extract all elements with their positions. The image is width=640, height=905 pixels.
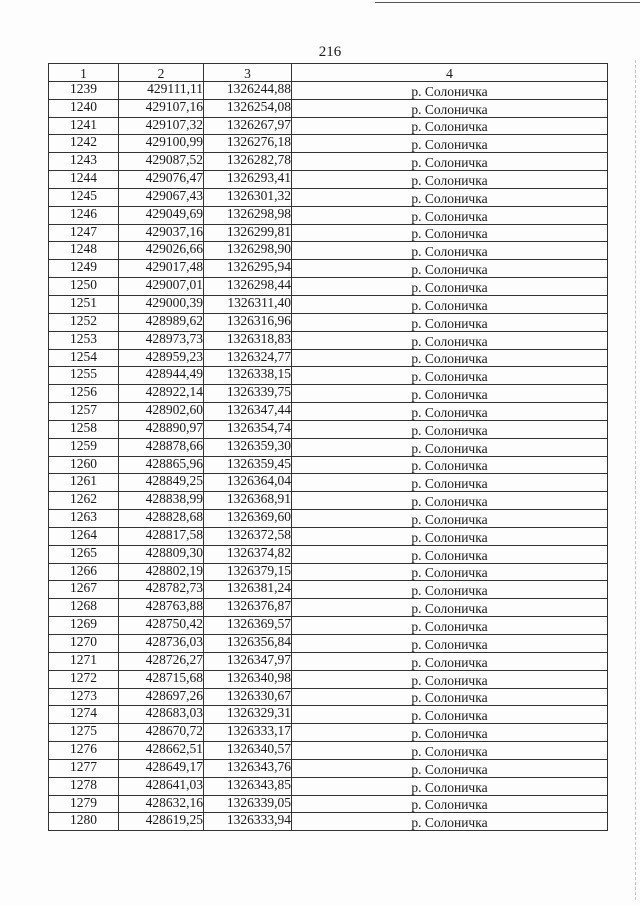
point-number: 1278	[49, 777, 119, 795]
object-name: р. Солоничка	[292, 278, 608, 296]
y-coordinate: 1326293,41	[204, 171, 292, 189]
y-coordinate: 1326347,44	[204, 403, 292, 421]
object-name: р. Солоничка	[292, 813, 608, 831]
y-coordinate: 1326333,94	[204, 813, 292, 831]
object-name: р. Солоничка	[292, 117, 608, 135]
y-coordinate: 1326254,08	[204, 99, 292, 117]
x-coordinate: 428802,19	[119, 563, 204, 581]
y-coordinate: 1326374,82	[204, 545, 292, 563]
x-coordinate: 428902,60	[119, 403, 204, 421]
point-number: 1274	[49, 706, 119, 724]
x-coordinate: 428662,51	[119, 742, 204, 760]
y-coordinate: 1326295,94	[204, 260, 292, 278]
y-coordinate: 1326333,17	[204, 724, 292, 742]
x-coordinate: 428838,99	[119, 492, 204, 510]
table-row	[49, 206, 608, 224]
x-coordinate: 429100,99	[119, 135, 204, 153]
y-coordinate: 1326372,58	[204, 527, 292, 545]
x-coordinate: 429107,32	[119, 117, 204, 135]
y-coordinate: 1326369,60	[204, 510, 292, 528]
y-coordinate: 1326340,57	[204, 742, 292, 760]
object-name: р. Солоничка	[292, 510, 608, 528]
point-number: 1264	[49, 527, 119, 545]
x-coordinate: 428697,26	[119, 688, 204, 706]
object-name: р. Солоничка	[292, 260, 608, 278]
object-name: р. Солоничка	[292, 135, 608, 153]
y-coordinate: 1326338,15	[204, 367, 292, 385]
object-name: р. Солоничка	[292, 313, 608, 331]
table-row	[49, 563, 608, 581]
table-row	[49, 742, 608, 760]
table-row	[49, 599, 608, 617]
y-coordinate: 1326343,85	[204, 777, 292, 795]
point-number: 1247	[49, 224, 119, 242]
table-header-row	[49, 64, 608, 82]
x-coordinate: 429000,39	[119, 295, 204, 313]
x-coordinate: 428865,96	[119, 456, 204, 474]
point-number: 1242	[49, 135, 119, 153]
header-col-3: 3	[204, 64, 292, 82]
point-number: 1259	[49, 438, 119, 456]
x-coordinate: 428632,16	[119, 795, 204, 813]
x-coordinate: 429026,66	[119, 242, 204, 260]
table-row	[49, 492, 608, 510]
object-name: р. Солоничка	[292, 706, 608, 724]
point-number: 1272	[49, 670, 119, 688]
y-coordinate: 1326299,81	[204, 224, 292, 242]
object-name: р. Солоничка	[292, 545, 608, 563]
object-name: р. Солоничка	[292, 617, 608, 635]
table-row	[49, 474, 608, 492]
scan-edge	[634, 60, 636, 900]
point-number: 1280	[49, 813, 119, 831]
point-number: 1277	[49, 759, 119, 777]
point-number: 1262	[49, 492, 119, 510]
x-coordinate: 428809,30	[119, 545, 204, 563]
object-name: р. Солоничка	[292, 724, 608, 742]
table-row	[49, 295, 608, 313]
table-row	[49, 456, 608, 474]
x-coordinate: 428649,17	[119, 759, 204, 777]
point-number: 1258	[49, 420, 119, 438]
x-coordinate: 429076,47	[119, 171, 204, 189]
point-number: 1271	[49, 652, 119, 670]
table-row	[49, 795, 608, 813]
header-col-4: 4	[292, 64, 608, 82]
point-number: 1268	[49, 599, 119, 617]
table-row	[49, 385, 608, 403]
table-row	[49, 813, 608, 831]
y-coordinate: 1326318,83	[204, 331, 292, 349]
object-name: р. Солоничка	[292, 188, 608, 206]
point-number: 1279	[49, 795, 119, 813]
table-row	[49, 313, 608, 331]
object-name: р. Солоничка	[292, 171, 608, 189]
y-coordinate: 1326364,04	[204, 474, 292, 492]
x-coordinate: 428683,03	[119, 706, 204, 724]
x-coordinate: 428849,25	[119, 474, 204, 492]
y-coordinate: 1326301,32	[204, 188, 292, 206]
point-number: 1240	[49, 99, 119, 117]
y-coordinate: 1326282,78	[204, 153, 292, 171]
y-coordinate: 1326311,40	[204, 295, 292, 313]
table-row	[49, 652, 608, 670]
x-coordinate: 429037,16	[119, 224, 204, 242]
point-number: 1269	[49, 617, 119, 635]
table-row	[49, 438, 608, 456]
table-row	[49, 527, 608, 545]
y-coordinate: 1326276,18	[204, 135, 292, 153]
y-coordinate: 1326359,30	[204, 438, 292, 456]
point-number: 1270	[49, 635, 119, 653]
y-coordinate: 1326324,77	[204, 349, 292, 367]
point-number: 1265	[49, 545, 119, 563]
object-name: р. Солоничка	[292, 635, 608, 653]
table-row	[49, 635, 608, 653]
table-row	[49, 706, 608, 724]
table-row	[49, 777, 608, 795]
table-row	[49, 510, 608, 528]
object-name: р. Солоничка	[292, 652, 608, 670]
page-number: 216	[318, 44, 342, 60]
point-number: 1251	[49, 295, 119, 313]
object-name: р. Солоничка	[292, 456, 608, 474]
x-coordinate: 428890,97	[119, 420, 204, 438]
object-name: р. Солоничка	[292, 99, 608, 117]
x-coordinate: 428641,03	[119, 777, 204, 795]
object-name: р. Солоничка	[292, 599, 608, 617]
object-name: р. Солоничка	[292, 153, 608, 171]
y-coordinate: 1326298,98	[204, 206, 292, 224]
object-name: р. Солоничка	[292, 474, 608, 492]
object-name: р. Солоничка	[292, 563, 608, 581]
y-coordinate: 1326267,97	[204, 117, 292, 135]
point-number: 1257	[49, 403, 119, 421]
y-coordinate: 1326354,74	[204, 420, 292, 438]
table-row	[49, 403, 608, 421]
object-name: р. Солоничка	[292, 742, 608, 760]
table-row	[49, 242, 608, 260]
point-number: 1249	[49, 260, 119, 278]
y-coordinate: 1326298,90	[204, 242, 292, 260]
x-coordinate: 429007,01	[119, 278, 204, 296]
y-coordinate: 1326244,88	[204, 81, 292, 99]
object-name: р. Солоничка	[292, 492, 608, 510]
point-number: 1244	[49, 171, 119, 189]
x-coordinate: 428750,42	[119, 617, 204, 635]
x-coordinate: 428726,27	[119, 652, 204, 670]
point-number: 1260	[49, 456, 119, 474]
table-row	[49, 99, 608, 117]
header-col-2: 2	[119, 64, 204, 82]
point-number: 1275	[49, 724, 119, 742]
object-name: р. Солоничка	[292, 367, 608, 385]
point-number: 1263	[49, 510, 119, 528]
x-coordinate: 428782,73	[119, 581, 204, 599]
x-coordinate: 429067,43	[119, 188, 204, 206]
point-number: 1252	[49, 313, 119, 331]
object-name: р. Солоничка	[292, 349, 608, 367]
point-number: 1246	[49, 206, 119, 224]
point-number: 1273	[49, 688, 119, 706]
y-coordinate: 1326339,75	[204, 385, 292, 403]
object-name: р. Солоничка	[292, 420, 608, 438]
table-row	[49, 135, 608, 153]
x-coordinate: 429049,69	[119, 206, 204, 224]
x-coordinate: 428973,73	[119, 331, 204, 349]
object-name: р. Солоничка	[292, 295, 608, 313]
point-number: 1266	[49, 563, 119, 581]
x-coordinate: 429107,16	[119, 99, 204, 117]
table-row	[49, 367, 608, 385]
x-coordinate: 429017,48	[119, 260, 204, 278]
point-number: 1245	[49, 188, 119, 206]
object-name: р. Солоничка	[292, 527, 608, 545]
table-row	[49, 331, 608, 349]
object-name: р. Солоничка	[292, 438, 608, 456]
y-coordinate: 1326316,96	[204, 313, 292, 331]
header-col-1: 1	[49, 64, 119, 82]
y-coordinate: 1326368,91	[204, 492, 292, 510]
coordinates-table	[48, 63, 608, 831]
y-coordinate: 1326329,31	[204, 706, 292, 724]
y-coordinate: 1326347,97	[204, 652, 292, 670]
point-number: 1255	[49, 367, 119, 385]
y-coordinate: 1326379,15	[204, 563, 292, 581]
y-coordinate: 1326343,76	[204, 759, 292, 777]
y-coordinate: 1326356,84	[204, 635, 292, 653]
object-name: р. Солоничка	[292, 81, 608, 99]
table-row	[49, 81, 608, 99]
y-coordinate: 1326369,57	[204, 617, 292, 635]
x-coordinate: 428619,25	[119, 813, 204, 831]
point-number: 1243	[49, 153, 119, 171]
object-name: р. Солоничка	[292, 242, 608, 260]
x-coordinate: 428763,88	[119, 599, 204, 617]
object-name: р. Солоничка	[292, 670, 608, 688]
x-coordinate: 428736,03	[119, 635, 204, 653]
table-row	[49, 545, 608, 563]
y-coordinate: 1326359,45	[204, 456, 292, 474]
top-rule	[375, 2, 640, 3]
x-coordinate: 429111,11	[119, 81, 204, 99]
x-coordinate: 429087,52	[119, 153, 204, 171]
object-name: р. Солоничка	[292, 224, 608, 242]
object-name: р. Солоничка	[292, 759, 608, 777]
point-number: 1250	[49, 278, 119, 296]
table-body	[49, 81, 608, 830]
table-row	[49, 759, 608, 777]
point-number: 1253	[49, 331, 119, 349]
x-coordinate: 428989,62	[119, 313, 204, 331]
point-number: 1267	[49, 581, 119, 599]
table-row	[49, 670, 608, 688]
point-number: 1239	[49, 81, 119, 99]
table-row	[49, 617, 608, 635]
x-coordinate: 428817,58	[119, 527, 204, 545]
point-number: 1254	[49, 349, 119, 367]
object-name: р. Солоничка	[292, 795, 608, 813]
object-name: р. Солоничка	[292, 403, 608, 421]
table-row	[49, 581, 608, 599]
y-coordinate: 1326339,05	[204, 795, 292, 813]
object-name: р. Солоничка	[292, 777, 608, 795]
x-coordinate: 428828,68	[119, 510, 204, 528]
table-row	[49, 688, 608, 706]
point-number: 1276	[49, 742, 119, 760]
x-coordinate: 428922,14	[119, 385, 204, 403]
y-coordinate: 1326381,24	[204, 581, 292, 599]
table-row	[49, 724, 608, 742]
table-row	[49, 278, 608, 296]
object-name: р. Солоничка	[292, 331, 608, 349]
y-coordinate: 1326298,44	[204, 278, 292, 296]
x-coordinate: 428670,72	[119, 724, 204, 742]
y-coordinate: 1326376,87	[204, 599, 292, 617]
table-row	[49, 349, 608, 367]
table-row	[49, 153, 608, 171]
table-row	[49, 420, 608, 438]
x-coordinate: 428715,68	[119, 670, 204, 688]
table-row	[49, 224, 608, 242]
x-coordinate: 428944,49	[119, 367, 204, 385]
point-number: 1256	[49, 385, 119, 403]
y-coordinate: 1326330,67	[204, 688, 292, 706]
object-name: р. Солоничка	[292, 385, 608, 403]
x-coordinate: 428959,23	[119, 349, 204, 367]
table-row	[49, 171, 608, 189]
table-row	[49, 188, 608, 206]
point-number: 1261	[49, 474, 119, 492]
point-number: 1241	[49, 117, 119, 135]
table-row	[49, 260, 608, 278]
table-row	[49, 117, 608, 135]
object-name: р. Солоничка	[292, 206, 608, 224]
object-name: р. Солоничка	[292, 688, 608, 706]
object-name: р. Солоничка	[292, 581, 608, 599]
point-number: 1248	[49, 242, 119, 260]
x-coordinate: 428878,66	[119, 438, 204, 456]
y-coordinate: 1326340,98	[204, 670, 292, 688]
